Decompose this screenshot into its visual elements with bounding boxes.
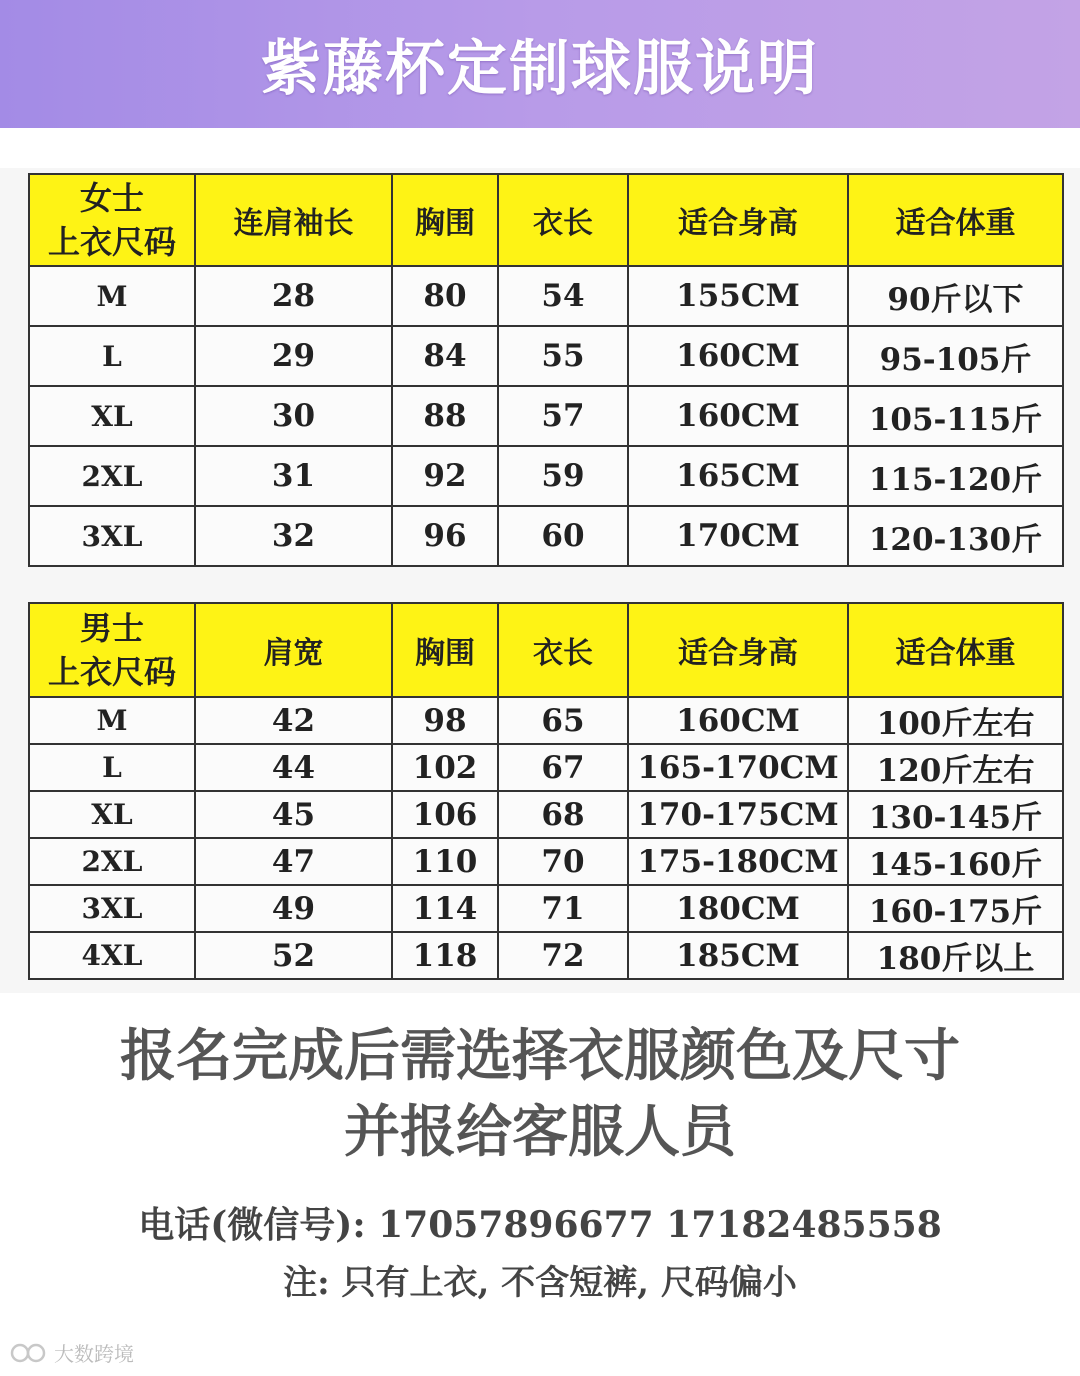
table-cell: 95-105斤: [848, 326, 1063, 386]
men-header-cell-4: 适合身高: [628, 603, 848, 697]
table-cell: 55: [498, 326, 628, 386]
notice-line-2: 并报给客服人员: [344, 1100, 736, 1165]
table-row: [29, 744, 1063, 791]
table-row: [29, 697, 1063, 744]
men-header-cell-2: 胸围: [392, 603, 498, 697]
table-cell: 165CM: [628, 446, 848, 506]
table-cell: 120-130斤: [848, 506, 1063, 566]
women-table-body: [29, 266, 1063, 566]
women-header-cell-0: 女士 上衣尺码: [29, 174, 195, 266]
women-header-cell-3: 衣长: [498, 174, 628, 266]
watermark-text: 大数跨境: [54, 1342, 134, 1366]
page-title: 紫藤杯定制球服说明: [261, 34, 819, 104]
size-label: M: [29, 697, 195, 744]
table-cell: 175-180CM: [628, 838, 848, 885]
table-cell: 84: [392, 326, 498, 386]
table-cell: 88: [392, 386, 498, 446]
notice-line-1: 报名完成后需选择衣服颜色及尺寸: [120, 1024, 960, 1089]
size-label: XL: [29, 791, 195, 838]
table-row: [29, 386, 1063, 446]
men-header-cell-1: 肩宽: [195, 603, 392, 697]
size-label: M: [29, 266, 195, 326]
table-cell: 60: [498, 506, 628, 566]
size-label: L: [29, 326, 195, 386]
table-cell: 44: [195, 744, 392, 791]
table-row: [29, 446, 1063, 506]
table-row: [29, 932, 1063, 979]
men-table-body: [29, 697, 1063, 979]
table-cell: 67: [498, 744, 628, 791]
table-cell: 90斤以下: [848, 266, 1063, 326]
table-cell: 71: [498, 885, 628, 932]
table-row: [29, 266, 1063, 326]
table-cell: 52: [195, 932, 392, 979]
men-header-row: [29, 603, 1063, 697]
table-row: [29, 506, 1063, 566]
table-cell: 105-115斤: [848, 386, 1063, 446]
watermark-logo-icon: [10, 1340, 48, 1366]
table-cell: 100斤左右: [848, 697, 1063, 744]
table-cell: 130-145斤: [848, 791, 1063, 838]
table-cell: 110: [392, 838, 498, 885]
table-cell: 98: [392, 697, 498, 744]
table-cell: 145-160斤: [848, 838, 1063, 885]
table-cell: 57: [498, 386, 628, 446]
women-size-table: [28, 173, 1064, 567]
table-cell: 32: [195, 506, 392, 566]
table-cell: 118: [392, 932, 498, 979]
table-cell: 80: [392, 266, 498, 326]
table-cell: 70: [498, 838, 628, 885]
size-label: 3XL: [29, 885, 195, 932]
size-label: 2XL: [29, 838, 195, 885]
table-cell: 106: [392, 791, 498, 838]
table-cell: 160CM: [628, 697, 848, 744]
table-cell: 180CM: [628, 885, 848, 932]
table-cell: 96: [392, 506, 498, 566]
table-cell: 160CM: [628, 386, 848, 446]
women-header-cell-1: 连肩袖长: [195, 174, 392, 266]
watermark: [10, 1338, 134, 1367]
men-header-cell-5: 适合体重: [848, 603, 1063, 697]
table-cell: 170CM: [628, 506, 848, 566]
table-cell: 72: [498, 932, 628, 979]
women-header-cell-4: 适合身高: [628, 174, 848, 266]
table-cell: 180斤以上: [848, 932, 1063, 979]
title-banner: [0, 0, 1080, 128]
table-cell: 165-170CM: [628, 744, 848, 791]
table-cell: 185CM: [628, 932, 848, 979]
table-cell: 102: [392, 744, 498, 791]
table-row: [29, 885, 1063, 932]
table-cell: 65: [498, 697, 628, 744]
table-row: [29, 838, 1063, 885]
size-label: 2XL: [29, 446, 195, 506]
women-header-cell-5: 适合体重: [848, 174, 1063, 266]
size-label: XL: [29, 386, 195, 446]
table-cell: 59: [498, 446, 628, 506]
table-cell: 29: [195, 326, 392, 386]
table-row: [29, 326, 1063, 386]
size-label: 3XL: [29, 506, 195, 566]
women-header-cell-2: 胸围: [392, 174, 498, 266]
table-cell: 68: [498, 791, 628, 838]
table-cell: 120斤左右: [848, 744, 1063, 791]
table-cell: 92: [392, 446, 498, 506]
table-cell: 49: [195, 885, 392, 932]
table-cell: 31: [195, 446, 392, 506]
table-cell: 160CM: [628, 326, 848, 386]
table-cell: 155CM: [628, 266, 848, 326]
table-cell: 54: [498, 266, 628, 326]
table-cell: 28: [195, 266, 392, 326]
size-label: 4XL: [29, 932, 195, 979]
table-row: [29, 791, 1063, 838]
size-note: 注: 只有上衣, 不含短裤, 尺码偏小: [283, 1263, 797, 1303]
size-label: L: [29, 744, 195, 791]
table-cell: 170-175CM: [628, 791, 848, 838]
table-cell: 45: [195, 791, 392, 838]
contact-phone: 电话(微信号): 17057896677 17182485558: [138, 1204, 942, 1246]
table-cell: 30: [195, 386, 392, 446]
men-size-table: [28, 602, 1064, 980]
table-cell: 115-120斤: [848, 446, 1063, 506]
table-cell: 47: [195, 838, 392, 885]
men-header-cell-0: 男士 上衣尺码: [29, 603, 195, 697]
women-header-row: [29, 174, 1063, 266]
table-cell: 114: [392, 885, 498, 932]
table-cell: 160-175斤: [848, 885, 1063, 932]
table-cell: 42: [195, 697, 392, 744]
men-header-cell-3: 衣长: [498, 603, 628, 697]
